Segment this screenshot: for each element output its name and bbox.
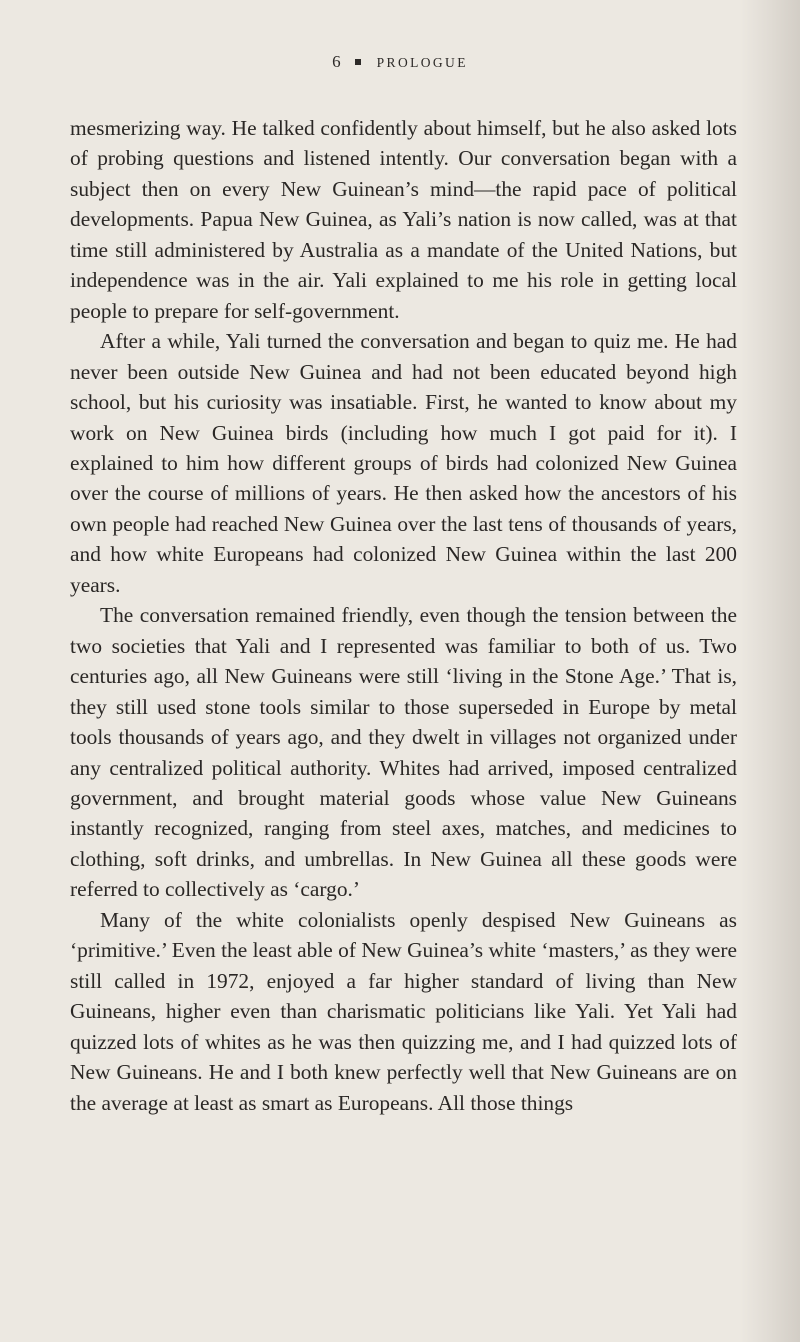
running-head — [0, 52, 800, 72]
body-text — [70, 113, 737, 1118]
paragraph-continuation: mesmerizing way. He talked confidently about himself, but he also asked lots of probing questions and listened intently. Our conversation began with a subject then on every New Guinean’s mind—the rapid pace of political developments. Papua New Guinea, as Yali’s nation is now called, was at that time still administered by Australia as a mandate of the United Nations, but independence was in the air. Yali explained to me his role in getting local people to prepare for self-government. — [70, 116, 737, 323]
paragraph: Many of the white colonialists openly despised New Guineans as ‘primitive.’ Even the least able of New Guinea’s white ‘masters,’ as they were still called in 1972, enjoyed a far higher standard of living than New Guineans, higher even than charismatic politicians like Yali. Yet Yali had quizzed lots of whites as he was then quizzing me, and I had quizzed lots of New Guineans. He and I both knew perfectly well that New Guineans are on the average at least as smart as Europeans. All those things — [70, 907, 737, 1115]
separator-square-icon — [355, 59, 361, 65]
paragraph: After a while, Yali turned the conversation and began to quiz me. He had never been outside New Guinea and had not been educated beyond high school, but his curiosity was insatiable. First, he wanted to know about my work on New Guinea birds (including how much I got paid for it). I explained to him how different groups of birds had colonized New Guinea over the course of millions of years. He then asked how the ancestors of his own people had reached New Guinea over the last tens of thousands of years, and how white Europeans had colonized New Guinea within the last 200 years. — [70, 329, 737, 597]
paragraph: The conversation remained friendly, even though the tension between the two societies that Yali and I represented was familiar to both of us. Two centuries ago, all New Guineans were still ‘living in the Stone Age.’ That is, they still used stone tools similar to those superseded in Europe by metal tools thousands of years ago, and they dwelt in villages not organized under any centralized political authority. Whites had arrived, imposed centralized government, and brought material goods whose value New Guineans instantly recognized, ranging from steel axes, matches, and medicines to clothing, soft drinks, and umbrellas. In New Guinea all these goods were referred to collectively as ‘cargo.’ — [70, 603, 737, 902]
page-number: 6 — [332, 52, 341, 71]
section-title: PROLOGUE — [376, 55, 468, 70]
